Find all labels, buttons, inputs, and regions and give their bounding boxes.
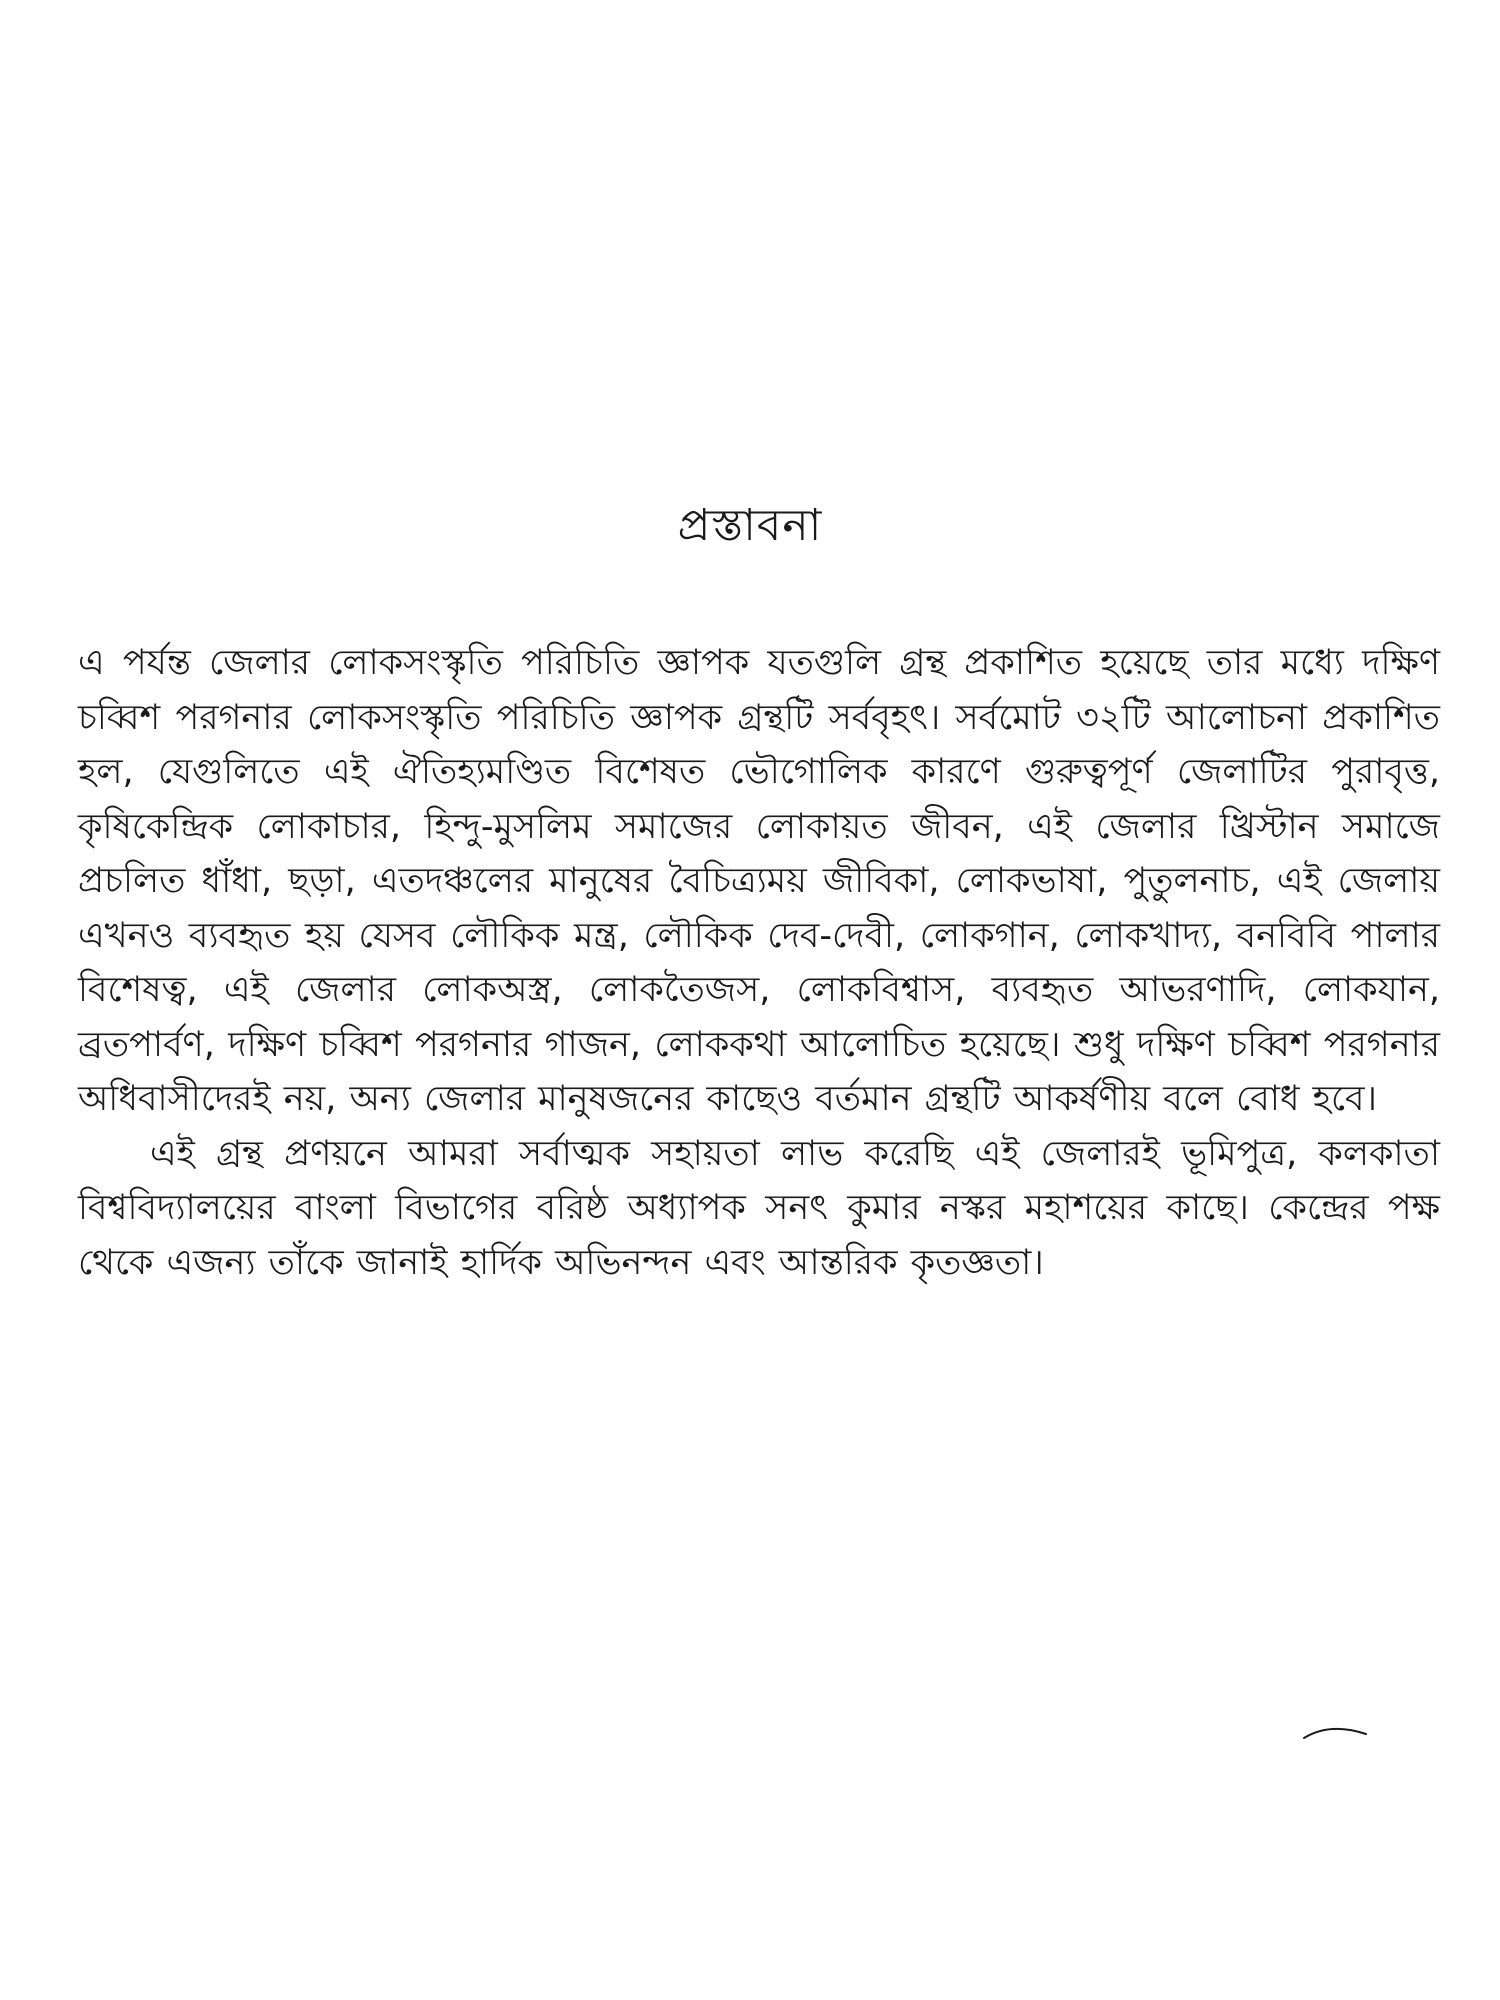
paragraph-acknowledgement: এই গ্রন্থ প্রণয়নে আমরা সর্বাত্মক সহায়তা লাভ করেছি এই জেলারই ভূমিপুত্র, কলকাতা বিশ্ববিদ্যালয়ের বাংলা বিভাগের বরিষ্ঠ অধ্যাপক সনৎ কুমার নস্কর মহাশয়ের কাছে। কেন্দ্রের পক্ষ থেকে এজন্য তাঁকে জানাই হার্দিক অভিনন্দন এবং আন্তরিক কৃতজ্ঞতা। (78, 1133, 1440, 1283)
pen-stroke-mark (1300, 1720, 1370, 1742)
body-text (78, 636, 1440, 1290)
page-title: প্রস্তাবনা (677, 500, 823, 551)
paragraph-intro: এ পর্যন্ত জেলার লোকসংস্কৃতি পরিচিতি জ্ঞাপক যতগুলি গ্রন্থ প্রকাশিত হয়েছে তার মধ্যে দক্ষিণ চব্বিশ পরগনার লোকসংস্কৃতি পরিচিতি জ্ঞাপক গ্রন্থটি সর্ববৃহৎ। সর্বমোট ৩২টি আলোচনা প্রকাশিত হল, যেগুলিতে এই ঐতিহ্যমণ্ডিত বিশেষত ভৌগোলিক কারণে গুরুত্বপূর্ণ জেলাটির পুরাবৃত্ত, কৃষিকেন্দ্রিক লোকাচার, হিন্দু-মুসলিম সমাজের লোকায়ত জীবন, এই জেলার খ্রিস্টান সমাজে প্রচলিত ধাঁধা, ছড়া, এতদঞ্চলের মানুষের বৈচিত্র্যময় জীবিকা, লোকভাষা, পুতুলনাচ, এই জেলায় এখনও ব্যবহৃত হয় যেসব লৌকিক মন্ত্র, লৌকিক দেব-দেবী, লোকগান, লোকখাদ্য, বনবিবি পালার বিশেষত্ব, এই জেলার লোকঅস্ত্র, লোকতৈজস, লোকবিশ্বাস, ব্যবহৃত আভরণাদি, লোকযান, ব্রতপার্বণ, দক্ষিণ চব্বিশ পরগনার গাজন, লোককথা আলোচিত হয়েছে। শুধু দক্ষিণ চব্বিশ পরগনার অধিবাসীদেরই নয়, অন্য জেলার মানুষজনের কাছেও বর্তমান গ্রন্থটি আকর্ষণীয় বলে বোধ হবে। (78, 643, 1440, 1119)
